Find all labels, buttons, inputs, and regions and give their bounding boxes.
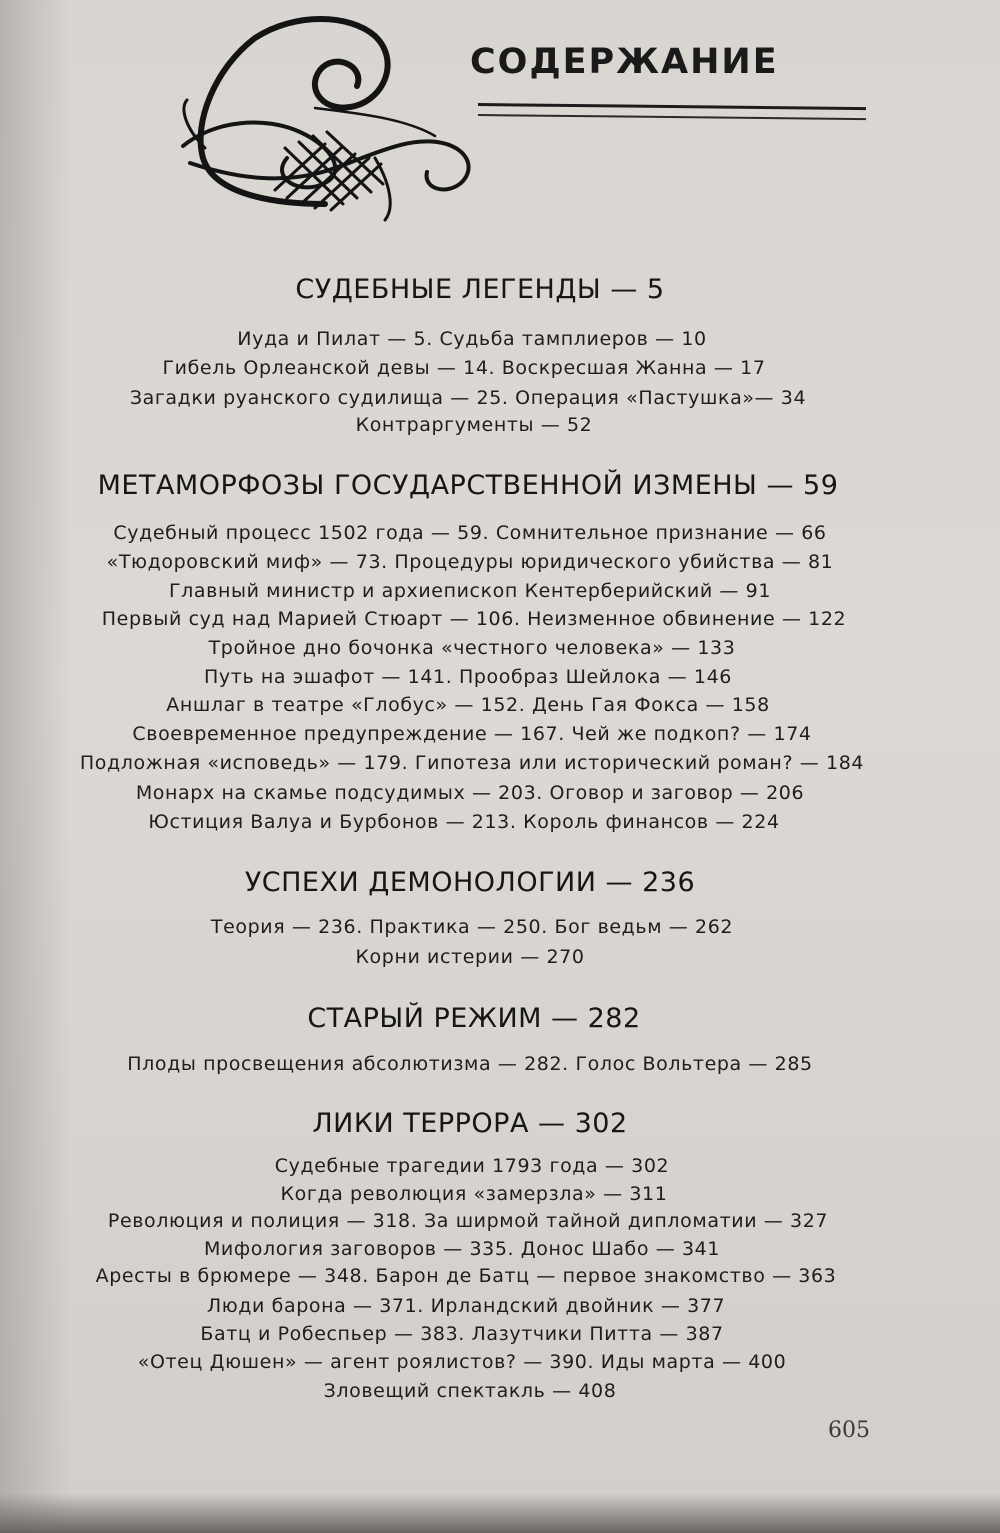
toc-entry: «Отец Дюшен» — агент роялистов? — 390. Иды марта — 400 (137, 1351, 787, 1373)
toc-entry: Первый суд над Марией Стюарт — 106. Неизменное обвинение — 122 (101, 608, 847, 630)
toc-entry: Когда революция «замерзла» — 311 (280, 1183, 668, 1205)
section-title: МЕТАМОРФОЗЫ ГОСУДАРСТВЕННОЙ ИЗМЕНЫ — 59 (97, 470, 839, 501)
page-number: 605 (828, 1418, 870, 1443)
toc-entry: Главный министр и архиепископ Кентерберийский — 91 (168, 580, 772, 602)
toc-entry: Юстиция Валуа и Бурбонов — 213. Король финансов — 224 (148, 811, 780, 833)
toc-entry: «Тюдоровский миф» — 73. Процедуры юридического убийства — 81 (106, 551, 834, 573)
toc-entry: Аншлаг в театре «Глобус» — 152. День Гая Фокса — 158 (166, 694, 770, 716)
toc-entry: Подложная «исповедь» — 179. Гипотеза или исторический роман? — 184 (79, 752, 865, 774)
toc-entry: Плоды просвещения абсолютизма — 282. Голос Вольтера — 285 (127, 1053, 813, 1075)
section-title: УСПЕХИ ДЕМОНОЛОГИИ — 236 (244, 867, 696, 898)
section-title: СТАРЫЙ РЕЖИМ — 282 (307, 1003, 641, 1034)
toc-entry: Загадки руанского судилища — 25. Операция «Пастушка»— 34 (129, 387, 807, 409)
toc-entry: Аресты в брюмере — 348. Барон де Батц — первое знакомство — 363 (95, 1265, 837, 1287)
heading-underline (478, 103, 866, 110)
toc-entry: Мифология заговоров — 335. Донос Шабо — 341 (203, 1238, 721, 1260)
toc-entry: Контраргументы — 52 (355, 414, 593, 436)
toc-entry: Иуда и Пилат — 5. Судьба тамплиеров — 10 (237, 328, 707, 350)
toc-entry: Монарх на скамье подсудимых — 203. Оговор и заговор — 206 (135, 782, 805, 804)
toc-entry: Тройное дно бочонка «честного человека» — 133 (208, 637, 736, 659)
calligraphic-ornament (175, 8, 485, 223)
toc-entry: Путь на эшафот — 141. Прообраз Шейлока — 146 (204, 666, 732, 688)
toc-entry: Своевременное предупреждение — 167. Чей же подкоп? — 174 (132, 723, 812, 745)
toc-entry: Судебные трагедии 1793 года — 302 (274, 1155, 670, 1177)
toc-entry: Батц и Робеспьер — 383. Лазутчики Питта — 387 (200, 1323, 724, 1345)
section-title: ЛИКИ ТЕРРОРА — 302 (312, 1108, 628, 1139)
toc-entry: Корни истерии — 270 (355, 946, 585, 968)
page-shadow-bottom (0, 1493, 1000, 1533)
heading-underline-secondary (478, 114, 866, 120)
toc-entry: Революция и полиция — 318. За ширмой тайной дипломатии — 327 (107, 1210, 829, 1232)
toc-entry: Судебный процесс 1502 года — 59. Сомнительное признание — 66 (113, 522, 827, 544)
page-heading: СОДЕРЖАНИЕ (470, 42, 779, 82)
toc-entry: Теория — 236. Практика — 250. Бог ведьм — 262 (210, 916, 734, 938)
section-title: СУДЕБНЫЕ ЛЕГЕНДЫ — 5 (295, 274, 665, 305)
toc-entry: Люди барона — 371. Ирландский двойник — 377 (206, 1295, 726, 1317)
toc-entry: Гибель Орлеанской девы — 14. Воскресшая Жанна — 17 (162, 357, 766, 379)
toc-entry: Зловещий спектакль — 408 (323, 1380, 617, 1402)
